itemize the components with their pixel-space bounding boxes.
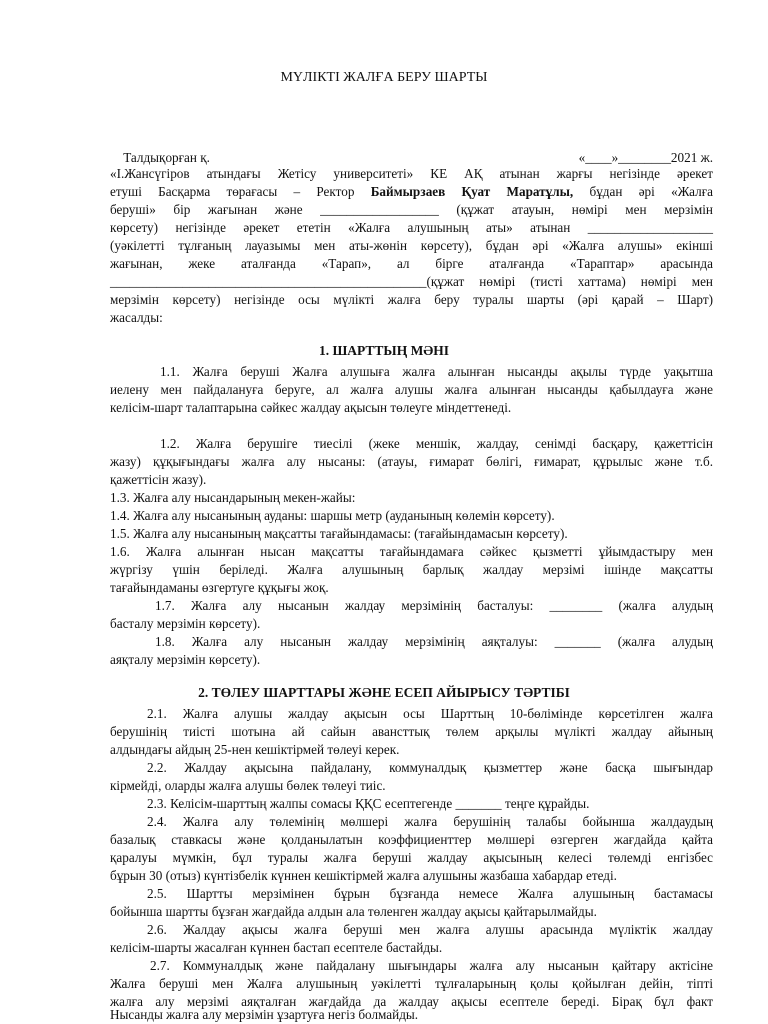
place: Талдықорған қ.	[123, 150, 210, 165]
clause-line: аяқталу мерзімін көрсету).	[110, 652, 261, 667]
date: «____»________2021 ж.	[578, 150, 713, 165]
intro-text: етуші Басқарма төрағасы – Ректор	[110, 184, 371, 199]
intro-line: «І.Жансүгіров атындағы Жетісу университеті» КЕ АҚ атынан жарғы негізінде әрекет	[110, 166, 713, 181]
clause-line: басталу мерзімін көрсету).	[110, 616, 261, 631]
clause-line: 1.7. Жалға алу нысанын жалдау мерзімінің басталуы: ________ (жалға алудың	[155, 598, 713, 613]
clause-line: 2.6. Жалдау ақысы жалға беруші мен жалға алушы арасында мүліктік жалдау	[147, 922, 713, 937]
clause-line: 2.3. Келісім-шарттың жалпы сомасы ҚҚС есептегенде _______ теңге құрайды.	[147, 796, 590, 811]
clause-line: 2.2. Жалдау ақысына пайдалану, коммуналдық қызметтер және басқа шығындар	[147, 760, 713, 775]
clause-line: бұрын 30 (отыз) күнтізбелік күннен кешіктірмей жалға алушыны жазбаша хабардар етеді.	[110, 868, 617, 883]
clause-line: Жалға беруші мен Жалға алушының уәкілетті тұлғаларының қолы қойылған дейін, тіпті	[110, 976, 713, 991]
intro-line: көрсету) негізінде әрекет ететін «Жалға алушының аты» атынан ___________________	[110, 220, 713, 235]
clause-line: жүргізу үшін беріледі. Жалға алушының барлық жалдау мерзімі ішінде мақсатты	[110, 562, 713, 577]
clause-line: 1.4. Жалға алу нысанының ауданы: шаршы метр (ауданының көлемін көрсету).	[110, 508, 555, 523]
clause-line: жалға алу мерзімі аяқталған жағдайда да жалдау ақысы есептеле береді. Бірақ бұл факт	[110, 994, 713, 1009]
clause-line: 1.8. Жалға алу нысанын жалдау мерзімінің аяқталуы: _______ (жалға алудың	[155, 634, 713, 649]
clause-line: қажеттісін жазу).	[110, 472, 207, 487]
intro-line: (уәкілетті тұлғаның лауазымы мен аты-жөнін көрсету), бұдан әрі «Жалға алушы» екінші	[110, 238, 713, 253]
clause-line: тағайындаманы өзгертуге құқығы жоқ.	[110, 580, 329, 595]
clause-line: қаралуы мүмкін, бұл туралы жалға беруші жалдау ақысының келесі төлемді енгізбес	[110, 850, 713, 865]
section-heading: 1. ШАРТТЫҢ МӘНІ	[318, 343, 450, 358]
intro-line	[110, 183, 713, 201]
clause-line: кірмейді, оларды жалға алушы бөлек төлеуі тиіс.	[110, 778, 386, 793]
clause-line: алдындағы айдың 25-нен кешіктірмей төлеуі керек.	[110, 742, 400, 757]
clause-line: 2.7. Коммуналдық және пайдалану шығындары жалға алу нысанын қайтару актісіне	[150, 958, 713, 973]
clause-line: келісім-шарт талаптарына сәйкес жалдау ақысын төлеуге міндеттенеді.	[110, 400, 512, 415]
intro-line: мерзімін көрсету) негізінде осы мүлікті жалға беру туралы шарты (әрі қарай – Шарт)	[110, 292, 713, 307]
section-heading: 2. ТӨЛЕУ ШАРТТАРЫ ЖӘНЕ ЕСЕП АЙЫРЫСУ ТӘРТІБІ	[198, 685, 570, 700]
clause-line: иелену мен пайдалануға беруге, ал жалға алушы жалға алынған нысанды қабылдауға және	[110, 382, 713, 397]
clause-line: бойынша шартты бұзған жағдайда алдын ала төленген жалдау ақысы қайтарылмайды.	[110, 904, 597, 919]
clause-line: берушінің тиісті шотына ай сайын авансттық төлем арқылы мүлікті жалдау айының	[110, 724, 713, 739]
clause-line: 1.1. Жалға беруші Жалға алушыға жалға алынған нысанды ақылы түрде уақытша	[160, 364, 713, 379]
clause-line: 1.5. Жалға алу нысанының мақсатты тағайындамасы: (тағайындамасын көрсету).	[110, 526, 568, 541]
clause-line: 1.6. Жалға алынған нысан мақсатты тағайындамаға сәйкес қызметті ұйымдастыру мен	[110, 544, 713, 559]
clause-line: 2.4. Жалға алу төлемінің мөлшері жалға берушінің талабы бойынша жалдаудың	[147, 814, 713, 829]
intro-text: бұдан әрі «Жалға	[573, 184, 713, 199]
clause-line: 2.5. Шартты мерзімінен бұрын бұзғанда немесе Жалға алушының бастамасы	[147, 886, 713, 901]
document-title: МҮЛІКТІ ЖАЛҒА БЕРУ ШАРТЫ	[280, 70, 488, 85]
intro-line: ________________________________________________(құжат нөмірі (тисті хаттама) нөмірі мен	[110, 274, 713, 289]
clause-line: 1.3. Жалға алу нысандарының мекен-жайы:	[110, 490, 356, 505]
intro-line: жағынан, жеке аталғанда «Тарап», ал бірге аталғанда «Тараптар» арасында	[110, 256, 713, 271]
rector-name: Баймырзаев Қуат Маратұлы,	[370, 184, 574, 199]
intro-line: беруші» бір жағынан және __________________ (құжат атауын, нөмірі мен мерзімін	[110, 202, 713, 217]
clause-line: 1.2. Жалға берушіге тиесілі (жеке меншік, жалдау, сенімді басқару, қажеттісін	[160, 436, 713, 451]
intro-line: жасалды:	[110, 310, 163, 325]
clause-line: базалық ставкасы және қолданылатын коэффициенттер мөлшері өзгерген жағдайда қайта	[110, 832, 713, 847]
clause-line: келісім-шарты жасалған күннен бастап есептеле бастайды.	[110, 940, 443, 955]
clause-line: 2.1. Жалға алушы жалдау ақысын осы Шарттың 10-бөлімінде көрсетілген жалға	[147, 706, 713, 721]
clause-line: жазу) құқығындағы жалға алу нысаны: (атауы, ғимарат бөлігі, ғимарат, құрылыс және т.б.	[110, 454, 713, 469]
clause-line: Нысанды жалға алу мерзімін ұзартуға негіз болмайды.	[110, 1007, 419, 1022]
